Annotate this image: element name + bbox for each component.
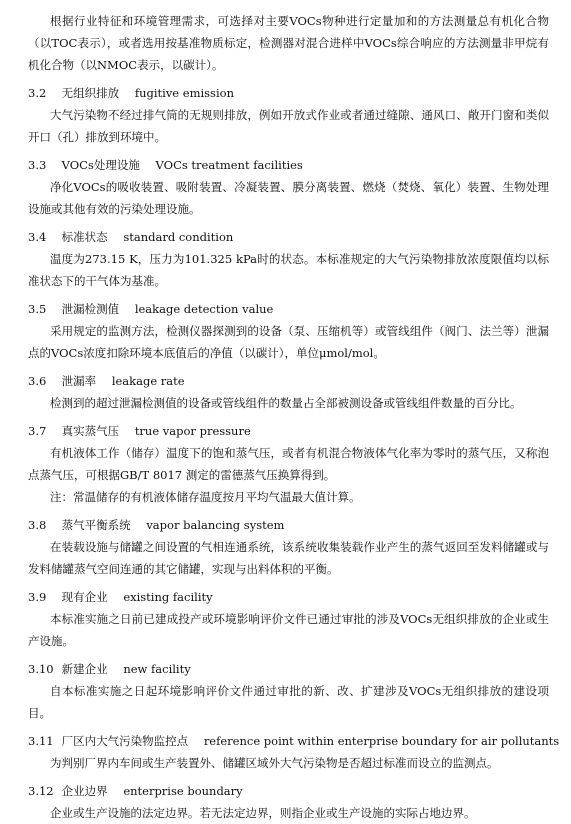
term-english: leakage rate [111, 374, 185, 388]
term-chinese: 企业边界 [61, 784, 108, 798]
term-number: 3.11 [28, 734, 54, 748]
term-heading [28, 780, 549, 802]
term-heading [28, 226, 549, 248]
term-english: reference point within enterprise boundary for air pollutants [203, 734, 560, 748]
term-definition: 本标准实施之日前已建成投产或环境影响评价文件已通过审批的涉及VOCs无组织排放的企业或生产设施。 [28, 612, 549, 648]
term-chinese: 新建企业 [61, 662, 108, 676]
term-definition: 大气污染物不经过排气筒的无规则排放，例如开放式作业或者通过缝隙、通风口、敞开门窗和类似开口（孔）排放到环境中。 [28, 108, 549, 144]
term-number: 3.7 [28, 424, 47, 438]
term-number: 3.8 [28, 518, 47, 532]
term-3-12 [28, 780, 549, 824]
term-heading [28, 730, 560, 752]
term-note: 注：常温储存的有机液体储存温度按月平均气温最大值计算。 [50, 490, 361, 504]
term-3-5 [28, 298, 549, 364]
term-3-3 [28, 154, 549, 220]
term-heading [28, 370, 549, 392]
term-3-7 [28, 420, 549, 508]
term-chinese: 泄漏率 [61, 374, 97, 388]
term-chinese: 标准状态 [61, 230, 108, 244]
term-chinese: 现有企业 [61, 590, 108, 604]
term-heading [28, 586, 549, 608]
term-chinese: 蒸气平衡系统 [61, 518, 131, 532]
term-chinese: VOCs处理设施 [61, 158, 140, 172]
term-definition: 净化VOCs的吸收装置、吸附装置、冷凝装置、膜分离装置、燃烧（焚烧、氧化）装置、生物处理设施或其他有效的污染处理设施。 [28, 180, 549, 216]
term-english: new facility [123, 662, 191, 676]
term-number: 3.10 [28, 662, 54, 676]
term-chinese: 泄漏检测值 [61, 302, 120, 316]
term-3-4 [28, 226, 549, 292]
term-english: true vapor pressure [134, 424, 251, 438]
term-english: fugitive emission [134, 86, 234, 100]
term-definition: 采用规定的监测方法，检测仪器探测到的设备（泵、压缩机等）或管线组件（阀门、法兰等）泄漏点的VOCs浓度扣除环境本底值后的净值（以碳计），单位μmol/mol。 [28, 324, 549, 360]
term-3-10 [28, 658, 549, 724]
term-definition: 有机液体工作（储存）温度下的饱和蒸气压，或者有机混合物液体气化率为零时的蒸气压，又称泡点蒸气压，可根据GB/T 8017 测定的雷德蒸气压换算得到。 [28, 446, 549, 482]
term-chinese: 无组织排放 [61, 86, 120, 100]
term-number: 3.6 [28, 374, 47, 388]
term-number: 3.2 [28, 86, 47, 100]
term-english: VOCs treatment facilities [155, 158, 303, 172]
term-english: leakage detection value [134, 302, 274, 316]
term-english: enterprise boundary [123, 784, 243, 798]
term-number: 3.9 [28, 590, 47, 604]
term-english: standard condition [123, 230, 234, 244]
term-3-2 [28, 82, 549, 148]
term-heading [28, 298, 549, 320]
term-definition: 在装载设施与储罐之间设置的气相连通系统，该系统收集装载作业产生的蒸气返回至发料储罐或与发料储罐蒸气空间连通的其它储罐，实现与出料体积的平衡。 [28, 540, 549, 576]
term-definition: 企业或生产设施的法定边界。若无法定边界，则指企业或生产设施的实际占地边界。 [50, 806, 476, 820]
term-3-9 [28, 586, 549, 652]
term-english: existing facility [123, 590, 213, 604]
term-3-6 [28, 370, 549, 414]
term-number: 3.5 [28, 302, 47, 316]
intro-paragraph: 根据行业特征和环境管理需求，可选择对主要VOCs物种进行定量加和的方法测量总有机化合物（以TOC表示），或者选用按基准物质标定，检测器对混合进样中VOCs综合响应的方法测量非甲烷有机化合物（以NMOC表示，以碳计）。 [28, 14, 549, 72]
term-heading [28, 82, 549, 104]
term-english: vapor balancing system [146, 518, 285, 532]
term-heading [28, 154, 549, 176]
term-3-11 [28, 730, 560, 774]
term-chinese: 厂区内大气污染物监控点 [61, 734, 189, 748]
term-definition: 为判别厂界内车间或生产装置外、储罐区域外大气污染物是否超过标准而设立的监测点。 [50, 756, 499, 770]
term-definition: 检测到的超过泄漏检测值的设备或管线组件的数量占全部被测设备或管线组件数量的百分比。 [50, 396, 522, 410]
term-3-8 [28, 514, 549, 580]
term-heading [28, 514, 549, 536]
term-heading [28, 658, 549, 680]
term-number: 3.12 [28, 784, 54, 798]
term-definition: 自本标准实施之日起环境影响评价文件通过审批的新、改、扩建涉及VOCs无组织排放的建设项目。 [28, 684, 549, 720]
term-definition: 温度为273.15 K，压力为101.325 kPa时的状态。本标准规定的大气污染物排放浓度限值均以标准状态下的干气体为基准。 [28, 252, 549, 288]
term-chinese: 真实蒸气压 [61, 424, 120, 438]
term-number: 3.3 [28, 158, 47, 172]
term-number: 3.4 [28, 230, 47, 244]
term-heading [28, 420, 549, 442]
